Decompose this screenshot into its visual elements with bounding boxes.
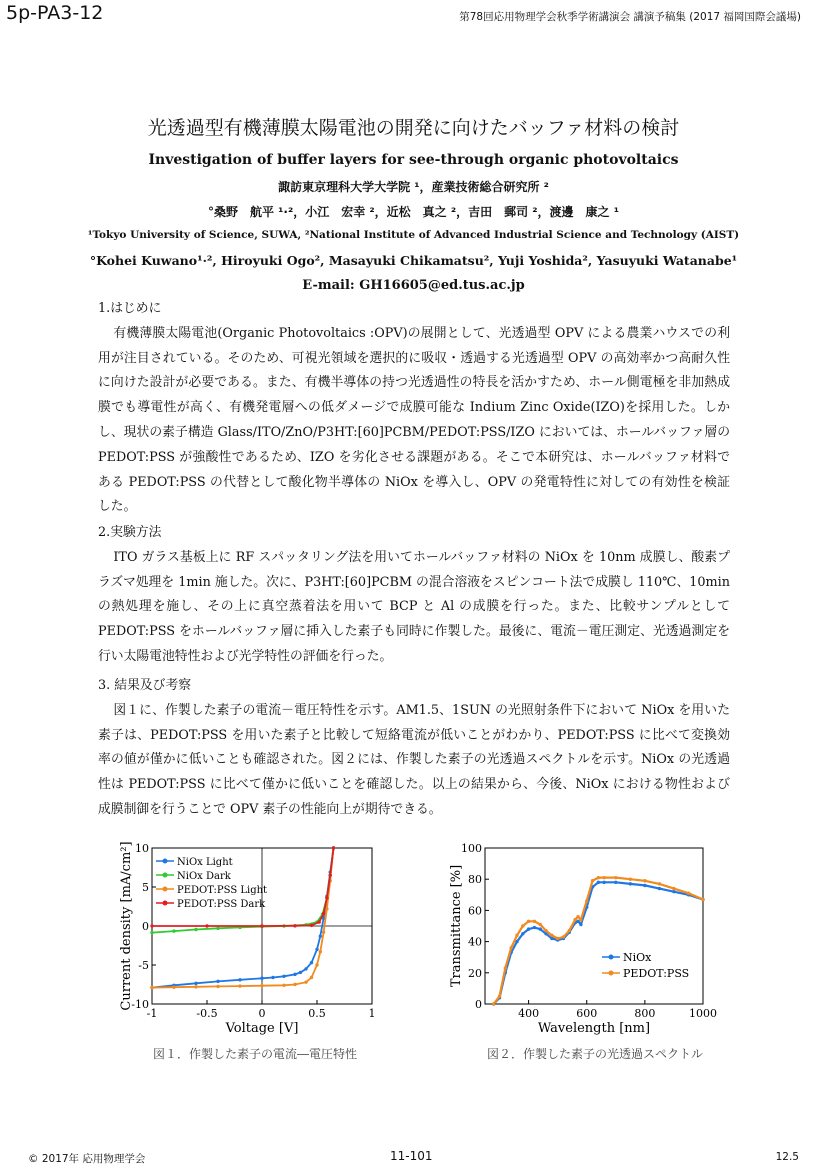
data-point xyxy=(658,882,661,885)
data-point xyxy=(260,984,263,987)
data-point xyxy=(216,927,219,930)
data-point xyxy=(325,896,328,899)
data-point xyxy=(576,920,579,923)
data-point xyxy=(556,937,559,940)
data-point xyxy=(492,1002,495,1005)
legend-label: PEDOT:PSS Light xyxy=(177,885,268,896)
legend-swatch-marker xyxy=(609,971,614,976)
y-tick-label: 20 xyxy=(468,966,482,980)
series-line xyxy=(494,882,703,1004)
data-point xyxy=(194,985,197,988)
x-tick-label: 0 xyxy=(258,1007,266,1020)
series-line xyxy=(152,848,334,988)
legend-label: NiOx Dark xyxy=(177,871,231,882)
series-line xyxy=(152,848,334,988)
data-point xyxy=(504,966,507,969)
affiliation-en: ¹Tokyo University of Science, SUWA, ²National Institute of Advanced Industrial Science and Technology (AIST) xyxy=(87,229,740,241)
data-point xyxy=(527,920,530,923)
figure2-caption: 図２．作製した素子の光透過スペクトル xyxy=(486,1047,703,1061)
data-point xyxy=(579,918,582,921)
transmittance-chart xyxy=(440,840,730,1040)
data-point xyxy=(544,929,547,932)
data-point xyxy=(319,934,322,937)
data-point xyxy=(194,982,197,985)
y-axis-label: Current density [mA/cm²] xyxy=(119,841,134,1011)
y-tick-label: 10 xyxy=(135,842,149,855)
data-point xyxy=(194,928,197,931)
data-point xyxy=(238,978,241,981)
legend-swatch-marker xyxy=(163,859,168,864)
x-tick-label: 1 xyxy=(368,1007,376,1020)
y-tick-label: 100 xyxy=(461,842,482,855)
data-point xyxy=(282,984,285,987)
section-text: 有機薄膜太陽電池(Organic Photovoltaics :OPV)の展開として、光透過型 OPV による農業ハウスでの利用が注目されている。そのため、可視光領域を選択的に吸収・透過する光透過型 OPV の高効率かつ高耐久性に向けた設計が必要である。また、有機半導体の持つ光透過性の特長を活かすため、ホール側電極を非加熱成膜でも導電性が高く、有機発電層への低ダメージで成膜可能な Indium Zinc Oxide(IZO)を採用した。しかし、現状の素子構造 Glass/ITO/ZnO/P3HT:[60]PCBM/PEDOT:PSS/IZO においては、ホールバッファ層の PEDOT:PSS が強酸性であるため、IZO を劣化させる課題がある。そこで本研究は、ホールバッファ材料である PEDOT:PSS の代替として酸化物半導体の NiOx を導入し、OPV の発電特性に対しての有効性を検証した。 xyxy=(98,325,730,515)
x-tick-label: 400 xyxy=(518,1007,540,1020)
data-point xyxy=(539,927,542,930)
section-heading: 1.はじめに xyxy=(98,301,162,316)
data-point xyxy=(282,975,285,978)
copyright: © 2017年 応用物理学会 xyxy=(28,1153,146,1165)
y-tick-label: 40 xyxy=(468,935,482,949)
section-methods xyxy=(98,521,730,670)
data-point xyxy=(150,924,153,927)
paper-id: 5p-PA3-12 xyxy=(6,2,104,24)
data-point xyxy=(260,924,263,927)
legend-label: PEDOT:PSS Dark xyxy=(177,899,266,910)
affiliation-jp: 諏訪東京理科大学大学院 ¹，産業技術総合研究所 ² xyxy=(278,180,549,194)
x-tick-label: 800 xyxy=(634,1007,656,1020)
data-point xyxy=(315,963,318,966)
data-point xyxy=(573,918,576,921)
y-tick-label: 0 xyxy=(142,920,149,933)
plot-frame xyxy=(485,848,703,1004)
section-results xyxy=(98,674,730,823)
data-point xyxy=(585,899,588,902)
data-point xyxy=(216,980,219,983)
x-tick-label: 600 xyxy=(576,1007,598,1020)
email: E-mail: GH16605@ed.tus.ac.jp xyxy=(302,278,525,293)
legend-swatch-marker xyxy=(609,955,614,960)
data-point xyxy=(658,887,661,890)
legend-swatch-marker xyxy=(163,901,168,906)
y-tick-label: 80 xyxy=(468,873,482,887)
y-axis-label: Transmittance [%] xyxy=(449,864,464,988)
data-point xyxy=(150,986,153,989)
data-point xyxy=(643,879,646,882)
conference-header: 第78回応用物理学会秋季学術講演会 講演予稿集 (2017 福岡国際会議場) xyxy=(459,11,801,23)
legend-label: NiOx Light xyxy=(177,857,233,868)
data-point xyxy=(304,967,307,970)
data-point xyxy=(579,923,582,926)
data-point xyxy=(216,985,219,988)
data-point xyxy=(539,923,542,926)
data-point xyxy=(701,898,704,901)
data-point xyxy=(322,931,325,934)
footer-number: 12.5 xyxy=(775,1151,799,1163)
x-axis-label: Voltage [V] xyxy=(225,1021,299,1036)
data-point xyxy=(310,976,313,979)
data-point xyxy=(310,961,313,964)
data-point xyxy=(205,924,208,927)
data-point xyxy=(319,950,322,953)
data-point xyxy=(521,924,524,927)
data-point xyxy=(172,929,175,932)
legend-label: NiOx xyxy=(623,951,652,964)
y-tick-label: 5 xyxy=(142,881,149,894)
authors-jp: °桑野 航平 ¹·²，小江 宏幸 ²，近松 真之 ²，吉田 郵司 ²，渡邊 康之 ¹ xyxy=(208,205,619,219)
data-point xyxy=(602,876,605,879)
data-point xyxy=(533,926,536,929)
data-point xyxy=(329,874,332,877)
data-point xyxy=(562,935,565,938)
section-text: ITO ガラス基板上に RF スパッタリング法を用いてホールバッファ材料の NiOx を 10nm 成膜し、酸素プラズマ処理を 1min 施した。次に、P3HT:[60]PCBM の混合溶液をスピンコート法で成膜し 110℃、10min の熱処理を施し、その上に真空蒸着法を用いて BCP と Al の成膜を行った。また、比較サンプルとして PEDOT:PSS をホールバッファ層に挿入した素子も同時に作製した。最後に、電流－電圧測定、光透過測定を行い太陽電池特性および光学特性の評価を行った。 xyxy=(98,549,730,664)
data-point xyxy=(310,924,313,927)
y-tick-label: 0 xyxy=(475,998,482,1011)
data-point xyxy=(509,946,512,949)
paper-subtitle: Investigation of buffer layers for see-through organic photovoltaics xyxy=(148,152,679,168)
data-point xyxy=(315,948,318,951)
data-point xyxy=(614,881,617,884)
x-axis-label: Wavelength [nm] xyxy=(537,1021,651,1036)
data-point xyxy=(293,973,296,976)
data-point xyxy=(293,983,296,986)
data-point xyxy=(550,934,553,937)
data-point xyxy=(304,980,307,983)
data-point xyxy=(498,995,501,998)
data-point xyxy=(238,984,241,987)
x-tick-label: 1000 xyxy=(689,1007,717,1020)
data-point xyxy=(260,977,263,980)
data-point xyxy=(550,937,553,940)
iv-curve-chart xyxy=(110,840,400,1040)
data-point xyxy=(293,924,296,927)
paper-title: 光透過型有機薄膜太陽電池の開発に向けたバッファ材料の検討 xyxy=(147,117,680,139)
data-point xyxy=(614,876,617,879)
x-tick-label: 0.5 xyxy=(308,1007,326,1020)
data-point xyxy=(597,876,600,879)
authors-en: °Kohei Kuwano¹·², Hiroyuki Ogo², Masayuki Chikamatsu², Yuji Yoshida², Yasuyuki Watanabe¹ xyxy=(89,253,738,268)
data-point xyxy=(318,920,321,923)
page-number: 11-101 xyxy=(390,1149,433,1163)
data-point xyxy=(172,986,175,989)
y-tick-label: -5 xyxy=(138,959,149,972)
data-point xyxy=(332,846,335,849)
series-line xyxy=(494,878,703,1004)
data-point xyxy=(602,881,605,884)
data-point xyxy=(672,887,675,890)
data-point xyxy=(629,878,632,881)
legend-swatch-marker xyxy=(163,873,168,878)
y-tick-label: -10 xyxy=(131,998,149,1011)
data-point xyxy=(322,912,325,915)
data-point xyxy=(271,976,274,979)
data-point xyxy=(643,884,646,887)
data-point xyxy=(533,920,536,923)
x-tick-label: -0.5 xyxy=(196,1007,218,1020)
data-point xyxy=(527,927,530,930)
data-point xyxy=(150,931,153,934)
section-text: 図１に、作製した素子の電流－電圧特性を示す。AM1.5、1SUN の光照射条件下において NiOx を用いた素子は、PEDOT:PSS を用いた素子と比較して短絡電流が低いことがわかり、PEDOT:PSS に比べて変換効率の値が僅かに低いことも確認された。図２には、作製した素子の光透過スペクトルを示す。NiOx の光透過性は PEDOT:PSS に比べて僅かに低いことを確認した。以上の結果から、今後、NiOx における物性および成膜制御を行うことで OPV 素子の性能向上が期待できる。 xyxy=(98,702,730,817)
data-point xyxy=(568,929,571,932)
data-point xyxy=(591,879,594,882)
figure1-caption: 図１．作製した素子の電流―電圧特性 xyxy=(152,1047,357,1061)
y-tick-label: 60 xyxy=(468,904,482,918)
section-heading: 2.実験方法 xyxy=(98,525,162,540)
legend-swatch-marker xyxy=(163,887,168,892)
x-tick-label: -1 xyxy=(146,1007,158,1020)
data-point xyxy=(629,882,632,885)
section-heading: 3. 結果及び考察 xyxy=(98,678,192,693)
data-point xyxy=(515,934,518,937)
data-point xyxy=(521,932,524,935)
legend-label: PEDOT:PSS xyxy=(623,967,690,980)
data-point xyxy=(597,881,600,884)
data-point xyxy=(672,890,675,893)
section-intro xyxy=(98,297,730,520)
data-point xyxy=(687,892,690,895)
data-point xyxy=(576,915,579,918)
data-point xyxy=(299,971,302,974)
